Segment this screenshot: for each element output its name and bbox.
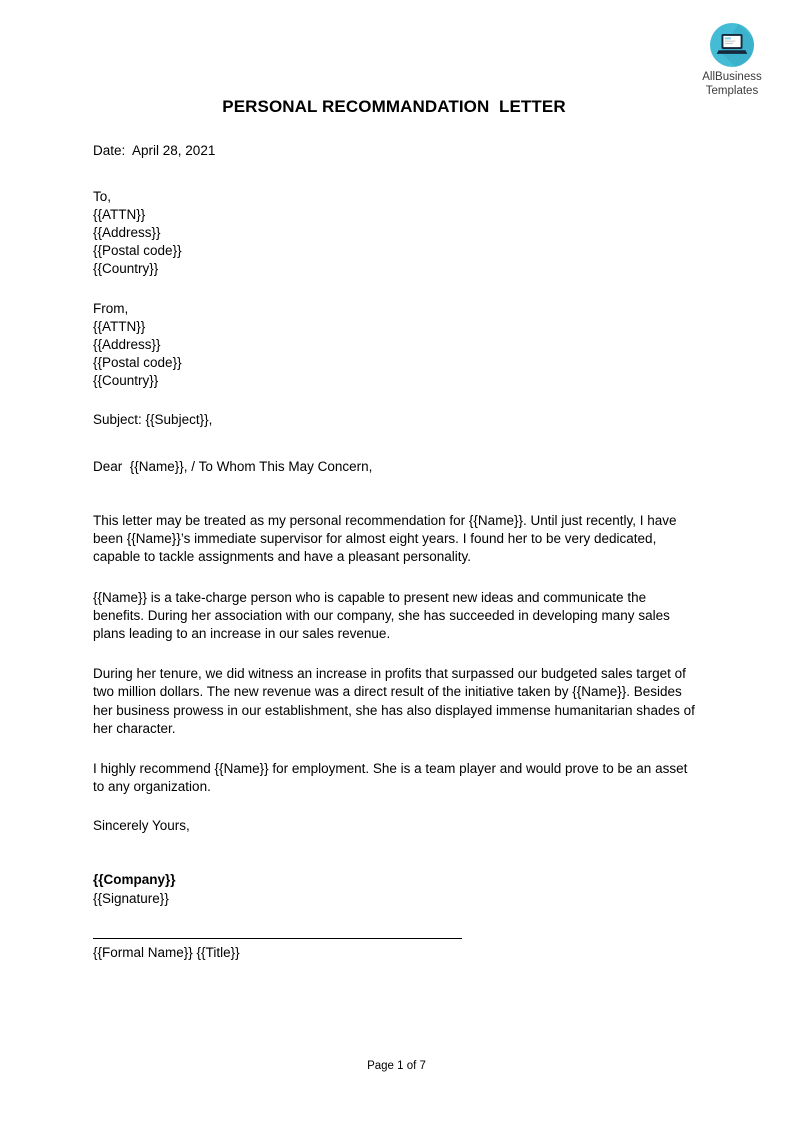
salutation-line: Dear {{Name}}, / To Whom This May Concern,	[93, 459, 373, 474]
body-paragraph-2: {{Name}} is a take-charge person who is capable to present new ideas and communicate the benefits. During her association with our company, she has succeeded in developing many sales plans leading to an increase in our sales revenue.	[93, 589, 670, 642]
recipient-attn: {{ATTN}}	[93, 207, 146, 222]
sender-address-block	[93, 300, 695, 390]
laptop-icon	[709, 22, 755, 68]
sender-attn: {{ATTN}}	[93, 319, 146, 334]
body-paragraph-4: I highly recommend {{Name}} for employment. She is a team player and would prove to be an asset to any organization.	[93, 761, 688, 795]
sender-address: {{Address}}	[93, 337, 161, 352]
date-line: Date: April 28, 2021	[93, 143, 216, 158]
signature-rule	[93, 938, 462, 939]
sender-country: {{Country}}	[93, 373, 159, 388]
signature-block	[93, 871, 695, 908]
allbusiness-templates-logo	[686, 22, 778, 98]
signature-company: {{Company}}	[93, 872, 176, 888]
recipient-postal-code: {{Postal code}}	[93, 243, 182, 258]
subject-line: Subject: {{Subject}},	[93, 412, 213, 427]
closing-line: Sincerely Yours,	[93, 818, 190, 834]
logo-wordmark	[686, 71, 778, 98]
page-title: PERSONAL RECOMMANDATION LETTER	[222, 97, 566, 116]
signature-placeholder: {{Signature}}	[93, 890, 169, 906]
body-paragraph-1: This letter may be treated as my personal recommendation for {{Name}}. Until just recently, I have been {{Name}}’s immediate supervisor for almost eight years. I found her to be very dedicated, capable to tackle assignments and have a pleasant personality.	[93, 513, 677, 565]
logo-text-line-1: AllBusiness	[702, 71, 762, 83]
page-footer: Page 1 of 7	[367, 1060, 426, 1072]
letter-sheet	[93, 0, 695, 960]
recipient-address-block	[93, 188, 695, 278]
recipient-address: {{Address}}	[93, 225, 161, 240]
sender-postal-code: {{Postal code}}	[93, 355, 182, 370]
body-paragraph-3: During her tenure, we did witness an increase in profits that surpassed our budgeted sales target of two million dollars. The new revenue was a direct result of the initiative taken by {{Name}}. Besides her business prowess in our establishment, she has also displayed immense humanitarian shades of her character.	[93, 666, 695, 736]
recipient-label: To,	[93, 189, 112, 204]
signature-formal-name-title: {{Formal Name}} {{Title}}	[93, 945, 240, 961]
recipient-country: {{Country}}	[93, 261, 159, 276]
sender-label: From,	[93, 301, 129, 316]
logo-text-line-2: Templates	[705, 84, 759, 97]
